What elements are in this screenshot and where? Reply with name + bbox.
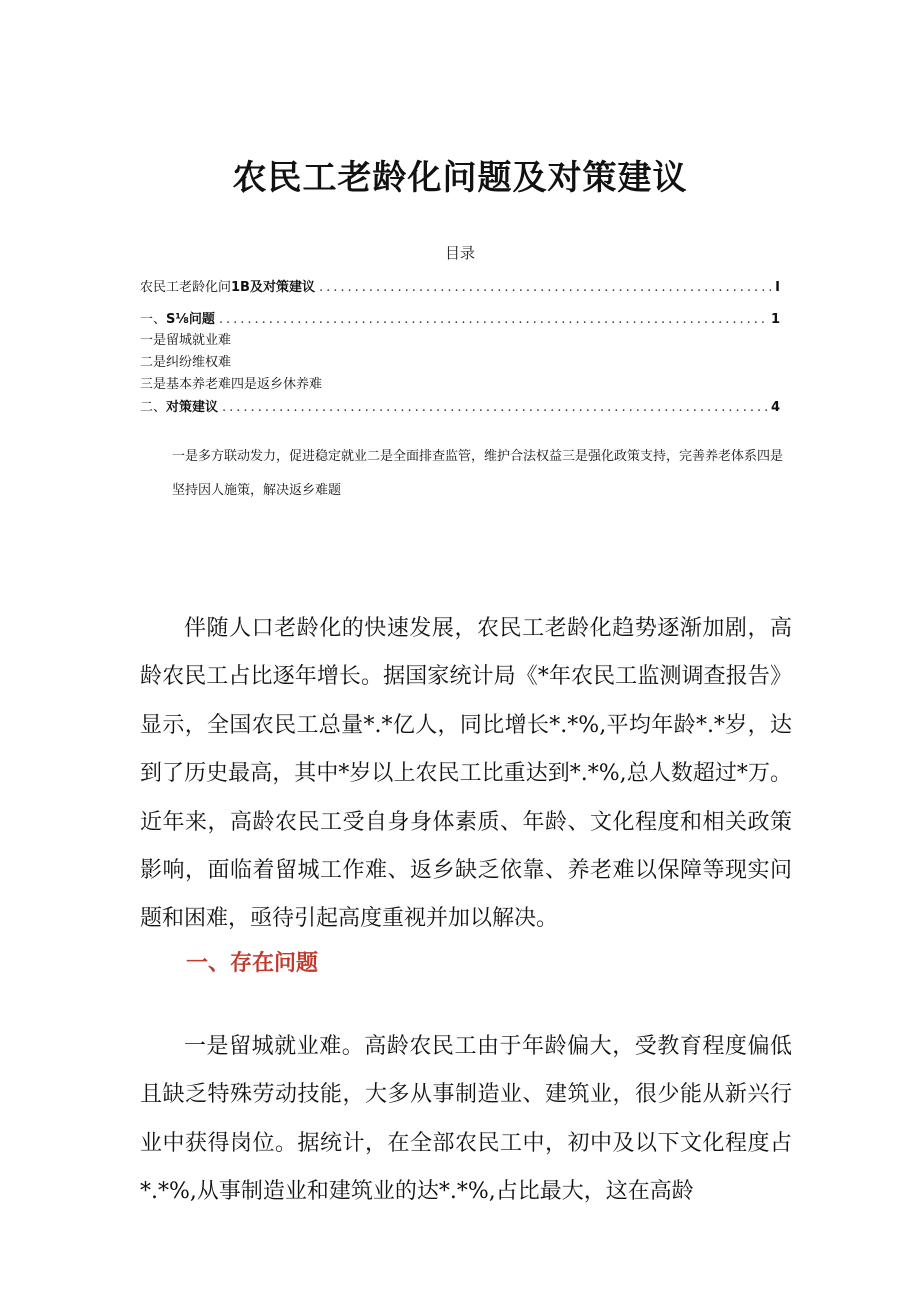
toc-sub-item[interactable]: 二是纠纷维权难 xyxy=(140,355,232,370)
toc-entry-label: 二、对策建议 xyxy=(140,400,219,415)
toc-sub-item[interactable]: 三是基本养老难四是返乡休养难 xyxy=(140,377,323,392)
toc-entry[interactable] xyxy=(140,308,780,330)
toc-entry-label: 一、S⅛问题 xyxy=(140,312,215,327)
toc-page-number: 4 xyxy=(770,400,780,415)
toc-page-number: I xyxy=(775,280,780,295)
document-title: 农民工老龄化问题及对策建议 xyxy=(232,158,688,198)
section-paragraph: 一是留城就业难。高龄农民工由于年龄偏大，受教育程度偏低且缺乏特殊劳动技能，大多从事制造业、建筑业，很少能从新兴行业中获得岗位。据统计，在全部农民工中，初中及以下文化程度占*.*%,从事制造业和建筑业的达*.*%,占比最大，这在高龄 xyxy=(140,1034,792,1205)
table-of-contents xyxy=(140,276,780,418)
toc-leader-dots xyxy=(319,280,771,295)
toc-entry[interactable] xyxy=(140,276,780,298)
intro-paragraph: 伴随人口老龄化的快速发展，农民工老龄化趋势逐渐加剧，高龄农民工占比逐年增长。据国家统计局《*年农民工监测调查报告》显示，全国农民工总量*.*亿人，同比增长*.*%,平均年龄*.*岁，达到了历史最高，其中*岁以上农民工比重达到*.*%,总人数超过*万。近年来，高龄农民工受自身身体素质、年龄、文化程度和相关政策影响，面临着留城工作难、返乡缺乏依靠、养老难以保障等现实问题和困难，亟待引起高度重视并加以解决。 xyxy=(140,616,792,932)
toc-description: 一是多方联动发力，促进稳定就业二是全面排查监管，维护合法权益三是强化政策支持，完善养老体系四是坚持因人施策，解决返乡难题 xyxy=(172,449,784,498)
toc-leader-dots xyxy=(222,400,767,415)
toc-entry-label: 农民工老龄化问1B及对策建议 xyxy=(140,280,315,295)
toc-leader-dots xyxy=(219,312,767,327)
section-heading: 一、存在问题 xyxy=(186,951,319,976)
toc-entry[interactable] xyxy=(140,396,780,418)
toc-heading: 目录 xyxy=(444,244,475,262)
toc-sub-item[interactable]: 一是留城就业难 xyxy=(140,333,232,348)
toc-page-number: 1 xyxy=(770,312,780,327)
